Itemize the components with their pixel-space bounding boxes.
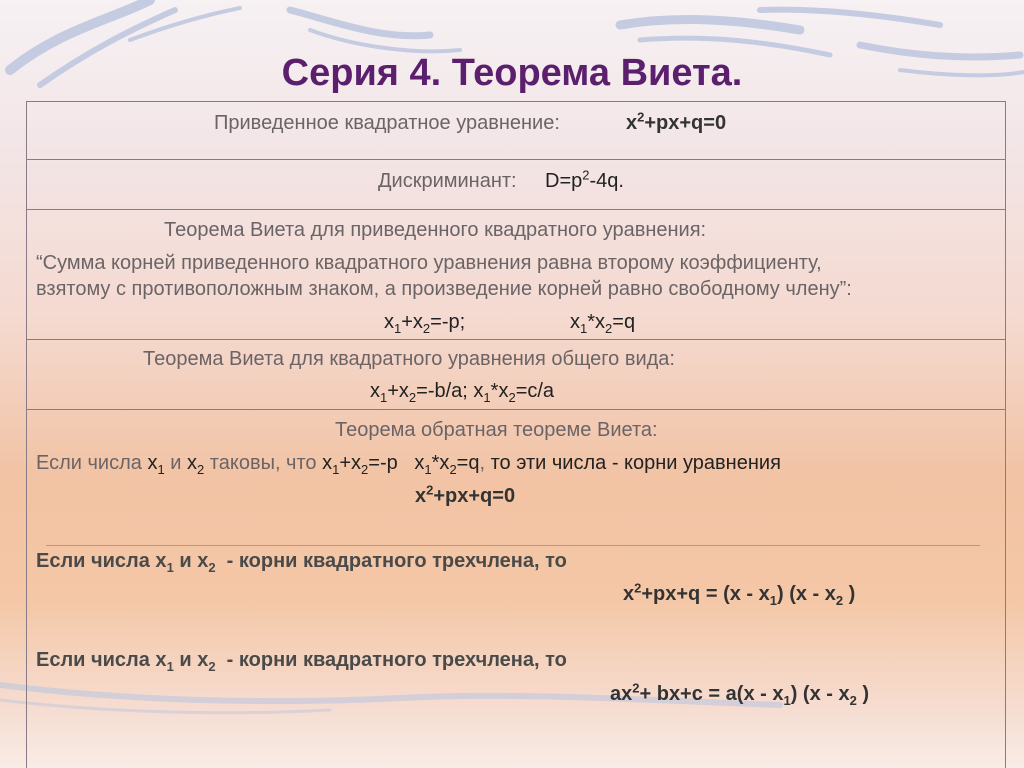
converse-heading: Теорема обратная теореме Виета:	[335, 419, 658, 441]
converse-equation: $x^2+px+q=0$	[415, 482, 516, 507]
factor-general-statement: Если числа $x_1$ и $x_2$ - корни квадратного трехчлена, то	[36, 649, 567, 674]
factor-general-formula: $ax^2+ bx+c = a(x - x_1)$ ($x - x_2$ )	[610, 680, 870, 708]
divider	[26, 159, 1006, 160]
divider	[26, 339, 1006, 340]
discriminant-formula: $D=p^2-4q$.	[545, 167, 624, 192]
vieta-quote-line-1: “Сумма корней приведенного квадратного уравнения равна второму коэффициенту,	[36, 252, 822, 274]
vieta-quote-line-2: взятому с противоположным знаком, а произведение корней равно свободному члену”:	[36, 278, 852, 300]
divider	[26, 409, 1006, 410]
vieta-sum: $x_1+x_2=-p$;	[384, 311, 466, 336]
divider	[26, 209, 1006, 210]
vieta-reduced-heading: Теорема Виета для приведенного квадратного уравнения:	[164, 219, 707, 241]
factor-reduced-formula: $x^2+px+q = (x - x_1)$ ($x - x_2$ )	[623, 580, 856, 608]
vieta-product: $x_1*x_2=q$	[570, 311, 636, 336]
vieta-general-formulas: $x_1+x_2=-b/a$; $x_1*x_2=c/a$	[370, 380, 555, 405]
section-separator	[46, 545, 980, 546]
slide-title: Серия 4. Теорема Виета.	[281, 52, 743, 94]
converse-statement: Если числа $x_1$ и $x_2$ таковы, что $x_1+x_2=-p$ $x_1*x_2=q$, то эти числа - корни уравнения	[36, 452, 781, 477]
reduced-equation-label: Приведенное квадратное уравнение:	[214, 112, 560, 134]
reduced-equation: $x^2+px+q=0$	[626, 109, 727, 134]
discriminant-label: Дискриминант:	[378, 170, 517, 192]
factor-reduced-statement: Если числа $x_1$ и $x_2$ - корни квадратного трехчлена, то	[36, 550, 567, 575]
vieta-general-heading: Теорема Виета для квадратного уравнения общего вида:	[143, 348, 675, 370]
